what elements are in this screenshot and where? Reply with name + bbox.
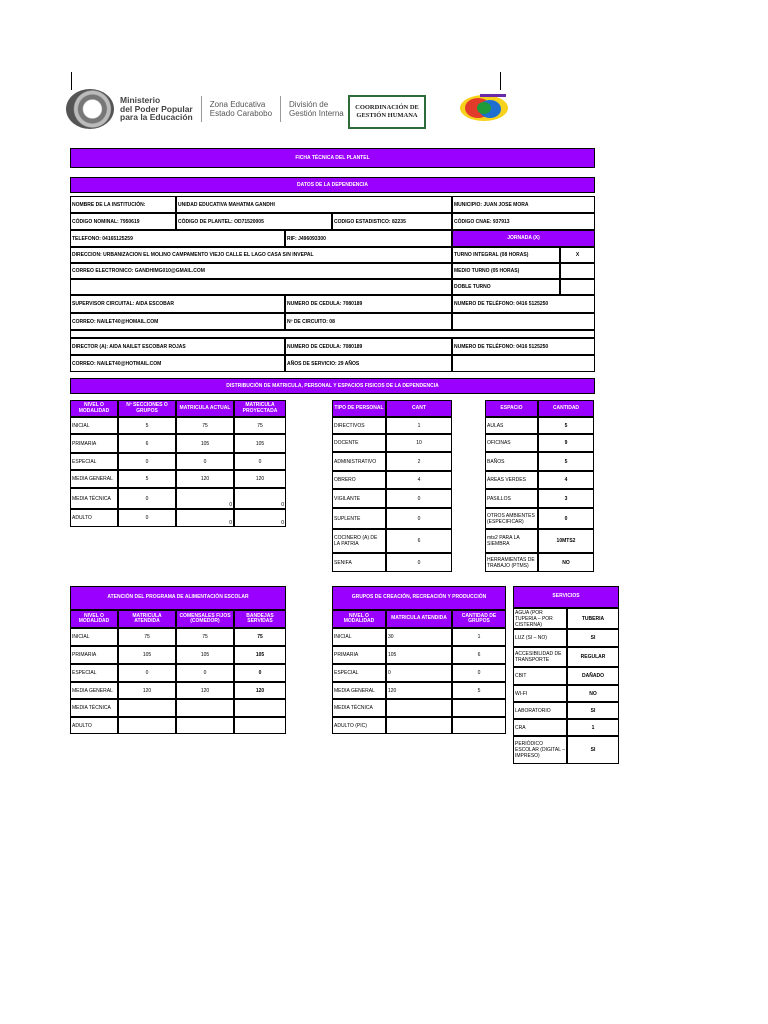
distribucion-title-bar: DISTRIBUCIÓN DE MATRICULA, PERSONAL Y ESPACIOS FISICOS DE LA DEPENDENCIA	[70, 378, 595, 394]
personal-cant: 6	[386, 529, 452, 553]
circuito: Nº DE CIRCUITO: 08	[285, 313, 452, 330]
datos-cell	[452, 355, 595, 372]
servicio-valor: SI	[567, 736, 619, 764]
alimentacion-value: 105	[234, 646, 286, 664]
institucion-name: UNIDAD EDUCATIVA MAHATMA GANDHI	[176, 196, 452, 213]
servicio-valor: SI	[567, 702, 619, 719]
matricula-value: 105	[234, 434, 286, 453]
grupos-nivel: ESPECIAL	[332, 664, 386, 682]
espacio-cantidad: 4	[538, 471, 594, 489]
turno-integral: TURNO INTEGRAL (08 HORAS)	[452, 247, 560, 263]
matricula-value: 0	[234, 453, 286, 470]
servicio-nombre: LABORATORIO	[513, 702, 567, 719]
grupos-value	[386, 717, 452, 734]
personal-cant: 0	[386, 553, 452, 572]
servicio-valor: DAÑADO	[567, 667, 619, 685]
espacio-cantidad: 3	[538, 489, 594, 508]
grupos-value: 5	[452, 682, 506, 699]
alimentacion-value: 75	[176, 628, 234, 646]
grupos-nivel: MEDIA GENERAL	[332, 682, 386, 699]
matricula-value: 0	[176, 509, 234, 527]
matricula-header: MATRICULA ACTUAL	[176, 400, 234, 417]
espacio-cantidad: 0	[538, 508, 594, 529]
servicio-nombre: WI-FI	[513, 685, 567, 702]
alimentacion-header: COMENSALES FIJOS (COMEDOR)	[176, 610, 234, 628]
supervisor: SUPERVISOR CIRCUITAL: AIDA ESCOBAR	[70, 295, 285, 313]
servicio-valor: TUBERIA	[567, 608, 619, 629]
matricula-nivel: MEDIA GENERAL	[70, 470, 118, 488]
alimentacion-header: MATRICULA ATENDIDA	[118, 610, 176, 628]
matricula-header: NIVEL O MODALIDAD	[70, 400, 118, 417]
grupos-value	[386, 699, 452, 717]
matricula-value: 0	[234, 488, 286, 509]
alimentacion-value: 0	[234, 664, 286, 682]
ministerio-swirl-icon	[66, 89, 114, 129]
grupos-header: NIVEL O MODALIDAD	[332, 610, 386, 628]
matricula-value: 0	[176, 453, 234, 470]
servicio-valor: NO	[567, 685, 619, 702]
correo-institucion: CORREO ELECTRONICO: GANDHIMG010@GMAIL.COM	[70, 263, 452, 279]
servicio-nombre: CRA	[513, 719, 567, 736]
personal-cant: 10	[386, 434, 452, 452]
grupos-title: GRUPOS DE CREACIÓN, RECREACIÓN Y PRODUCCIÓN	[332, 586, 506, 610]
ministerio-line2: del Poder Popular	[120, 103, 193, 114]
personal-cant: 4	[386, 471, 452, 489]
personal-cant: 1	[386, 417, 452, 434]
matricula-header: Nº SECCIONES O GRUPOS	[118, 400, 176, 417]
jornada-header: JORNADA (X)	[452, 230, 595, 247]
matricula-value: 0	[176, 488, 234, 509]
medio-turno-mark	[560, 263, 595, 279]
ficha-title-bar: FICHA TÉCNICA DEL PLANTEL	[70, 148, 595, 168]
alimentacion-value: 105	[118, 646, 176, 664]
espacios-header: ESPACIO	[485, 400, 538, 417]
matricula-value: 120	[234, 470, 286, 488]
alimentacion-value: 120	[118, 682, 176, 699]
grupos-nivel: PRIMARIA	[332, 646, 386, 664]
direccion: DIRECCION: URBANIZACION EL MOLINO CAMPAMENTO VIEJO CALLE EL LAGO CASA S/N INVEPAL	[70, 247, 452, 263]
datos-cell	[70, 279, 452, 295]
alimentacion-value	[234, 699, 286, 717]
division-text	[289, 100, 344, 118]
espacio-nombre: AULAS	[485, 417, 538, 434]
codigo-estadistico: CODIGO ESTADISTICO: 82235	[332, 213, 452, 230]
alimentacion-value: 75	[118, 628, 176, 646]
codigo-plantel: CÓDIGO DE PLANTEL: OD71520005	[176, 213, 332, 230]
municipio: MUNICIPIO: JUAN JOSE MORA	[452, 196, 595, 213]
codigo-cnae: CÓDIGO CNAE: 937913	[452, 213, 595, 230]
espacio-nombre: PASILLOS	[485, 489, 538, 508]
coordinacion-line1: COORDINACIÓN DE	[355, 104, 419, 111]
servicios-title: SERVICIOS	[513, 586, 619, 608]
espacio-cantidad: 10MTS2	[538, 529, 594, 553]
logo-separator	[201, 96, 202, 122]
personal-header: TIPO DE PERSONAL	[332, 400, 386, 417]
alimentacion-header: BANDEJAS SERVIDAS	[234, 610, 286, 628]
espacio-nombre: HERRAMIENTAS DE TRABAJO (PTMS)	[485, 553, 538, 572]
servicio-nombre: CBIT	[513, 667, 567, 685]
school-emblem-icon	[458, 93, 510, 123]
matricula-value: 75	[176, 417, 234, 434]
alimentacion-header: NIVEL O MODALIDAD	[70, 610, 118, 628]
servicio-nombre: PERIÓDICO ESCOLAR (DIGITAL – IMPRESO)	[513, 736, 567, 764]
director-correo: CORREO: NAILET40@HOTMAIL.COM	[70, 355, 285, 372]
matricula-value: 0	[118, 488, 176, 509]
alimentacion-nivel: INICIAL	[70, 628, 118, 646]
director-cedula: NUMERO DE CEDULA: 7080189	[285, 338, 452, 355]
grupos-value: 0	[386, 664, 452, 682]
zona-line2: Estado Carabobo	[209, 109, 273, 118]
personal-tipo: DIRECTIVOS	[332, 417, 386, 434]
ministerio-line3: para la Educación	[120, 112, 193, 123]
alimentacion-nivel: MEDIA TÉCNICA	[70, 699, 118, 717]
matricula-value: 5	[118, 417, 176, 434]
alimentacion-value: 120	[176, 682, 234, 699]
ministerio-line1: Ministerio	[120, 95, 161, 106]
anos-servicio: AÑOS DE SERVICIO: 29 AÑOS	[285, 355, 452, 372]
servicio-nombre: LUZ (SI – NO)	[513, 629, 567, 647]
logo-separator	[280, 96, 281, 122]
matricula-nivel: ADULTO	[70, 509, 118, 527]
matricula-value: 0	[234, 509, 286, 527]
matricula-nivel: ESPECIAL	[70, 453, 118, 470]
grupos-header: CANTIDAD DE GRUPOS	[452, 610, 506, 628]
matricula-nivel: MEDIA TÉCNICA	[70, 488, 118, 509]
servicio-nombre: ACCESIBILIDAD DE TRANSPORTE	[513, 647, 567, 667]
alimentacion-value	[118, 717, 176, 734]
personal-tipo: ADMINISTRATIVO	[332, 452, 386, 471]
turno-integral-mark: X	[560, 247, 595, 263]
matricula-value: 120	[176, 470, 234, 488]
alimentacion-value	[176, 699, 234, 717]
medio-turno: MEDIO TURNO (05 HORAS)	[452, 263, 560, 279]
personal-tipo: COCINERO (A) DE LA PATRIA	[332, 529, 386, 553]
servicio-valor: REGULAR	[567, 647, 619, 667]
crop-mark-right	[500, 72, 501, 90]
alimentacion-value: 0	[118, 664, 176, 682]
coordinacion-line2: GESTIÓN HUMANA	[356, 112, 418, 119]
personal-tipo: OBRERO	[332, 471, 386, 489]
alimentacion-value	[118, 699, 176, 717]
datos-title-bar: DATOS DE LA DEPENDENCIA	[70, 177, 595, 193]
espacios-header: CANTIDAD	[538, 400, 594, 417]
alimentacion-value: 105	[176, 646, 234, 664]
doble-turno: DOBLE TURNO	[452, 279, 560, 295]
matricula-header: MATRICULA PROYECTADA	[234, 400, 286, 417]
grupos-nivel: INICIAL	[332, 628, 386, 646]
zona-line1: Zona Educativa	[209, 100, 266, 109]
espacio-cantidad: NO	[538, 553, 594, 572]
doble-turno-mark	[560, 279, 595, 295]
division-line2: Gestión Interna	[289, 109, 344, 118]
grupos-value: 1	[452, 628, 506, 646]
ministerio-logo	[66, 88, 344, 130]
espacio-nombre: OTROS AMBIENTES (ESPECIFICAR)	[485, 508, 538, 529]
matricula-value: 6	[118, 434, 176, 453]
espacio-cantidad: 9	[538, 434, 594, 452]
grupos-value: 30	[386, 628, 452, 646]
coordinacion-box	[348, 95, 426, 129]
grupos-value: 6	[452, 646, 506, 664]
personal-tipo: DOCENTE	[332, 434, 386, 452]
espacio-nombre: mts2 PARA LA SIEMBRA	[485, 529, 538, 553]
espacio-nombre: ÁREAS VERDES	[485, 471, 538, 489]
personal-tipo: SENIFA	[332, 553, 386, 572]
espacio-nombre: OFICINAS	[485, 434, 538, 452]
director-telefono: NUMERO DE TELÉFONO: 0416 5125250	[452, 338, 595, 355]
grupos-value	[452, 699, 506, 717]
matricula-value: 5	[118, 470, 176, 488]
datos-cell	[452, 313, 595, 330]
alimentacion-nivel: ESPECIAL	[70, 664, 118, 682]
datos-cell	[70, 330, 595, 338]
alimentacion-value: 0	[176, 664, 234, 682]
matricula-value: 105	[176, 434, 234, 453]
alimentacion-title: ATENCIÓN DEL PROGRAMA DE ALIMENTACIÓN ESCOLAR	[70, 586, 286, 610]
personal-tipo: SUPLENTE	[332, 508, 386, 529]
servicio-valor: 1	[567, 719, 619, 736]
nombre-label: NOMBRE DE LA INSTITUCIÓN:	[70, 196, 176, 213]
matricula-nivel: INICIAL	[70, 417, 118, 434]
grupos-value	[452, 717, 506, 734]
personal-cant: 0	[386, 489, 452, 508]
personal-cant: 2	[386, 452, 452, 471]
grupos-value: 120	[386, 682, 452, 699]
espacio-nombre: BAÑOS	[485, 452, 538, 471]
servicio-valor: SI	[567, 629, 619, 647]
matricula-value: 0	[118, 509, 176, 527]
zona-text	[210, 100, 272, 118]
alimentacion-nivel: MEDIA GENERAL	[70, 682, 118, 699]
alimentacion-nivel: ADULTO	[70, 717, 118, 734]
telefono: TELEFONO: 04165125259	[70, 230, 285, 247]
alimentacion-value	[234, 717, 286, 734]
division-line1: División de	[289, 100, 329, 109]
supervisor-cedula: NUMERO DE CEDULA: 7080189	[285, 295, 452, 313]
grupos-nivel: ADULTO (PIC)	[332, 717, 386, 734]
espacio-cantidad: 5	[538, 417, 594, 434]
codigo-nominal: CÓDIGO NOMINAL: 7950619	[70, 213, 176, 230]
alimentacion-nivel: PRIMARIA	[70, 646, 118, 664]
grupos-nivel: MEDIA TÉCNICA	[332, 699, 386, 717]
matricula-nivel: PRIMARIA	[70, 434, 118, 453]
alimentacion-value: 75	[234, 628, 286, 646]
alimentacion-value: 120	[234, 682, 286, 699]
grupos-value: 105	[386, 646, 452, 664]
grupos-header: MATRICULA ATENDIDA	[386, 610, 452, 628]
director: DIRECTOR (A): AIDA NAILET ESCOBAR ROJAS	[70, 338, 285, 355]
servicio-nombre: AGUA (POR TUPERIA – POR CISTERNA)	[513, 608, 567, 629]
personal-cant: 0	[386, 508, 452, 529]
personal-tipo: VIGILANTE	[332, 489, 386, 508]
ministerio-text	[120, 96, 193, 122]
personal-header: CANT	[386, 400, 452, 417]
supervisor-telefono: NUMERO DE TELÉFONO: 0416 5125250	[452, 295, 595, 313]
matricula-value: 75	[234, 417, 286, 434]
matricula-value: 0	[118, 453, 176, 470]
grupos-value: 0	[452, 664, 506, 682]
espacio-cantidad: 5	[538, 452, 594, 471]
rif: RIF: J496093300	[285, 230, 452, 247]
supervisor-correo: CORREO: NAILET40@HOMAIL.COM	[70, 313, 285, 330]
alimentacion-value	[176, 717, 234, 734]
